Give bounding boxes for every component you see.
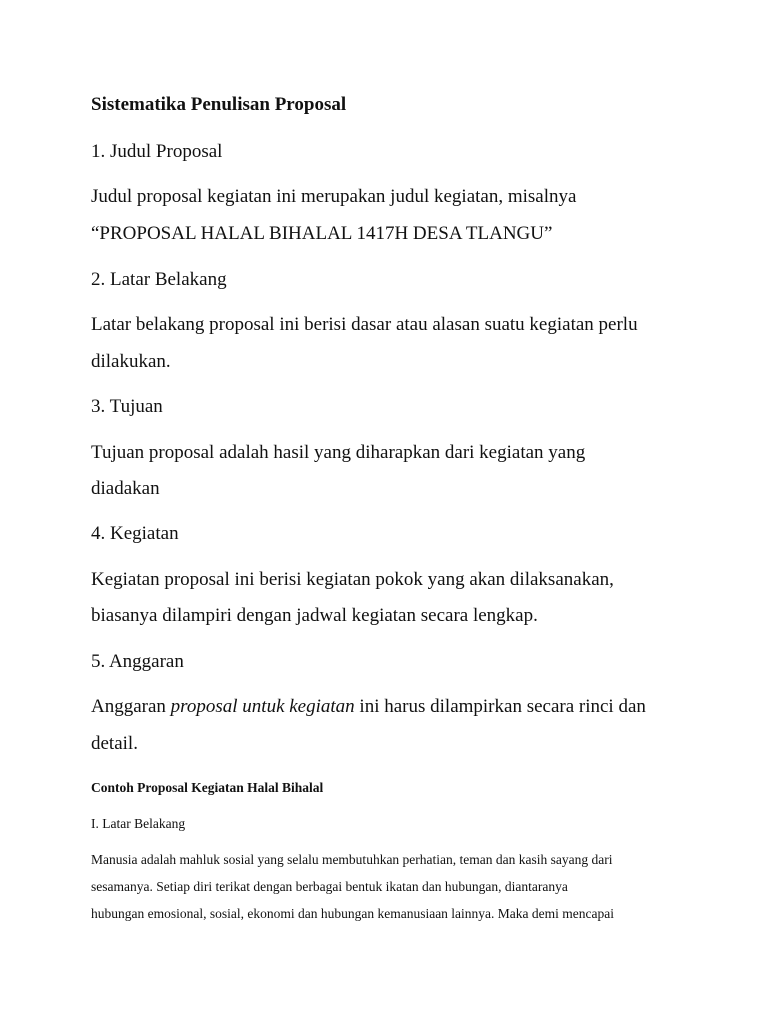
example-line-3: hubungan emosional, sosial, ekonomi dan hubungan kemanusiaan lainnya. Maka demi mencapai	[91, 906, 614, 921]
section-4-line-2: biasanya dilampiri dengan jadwal kegiatan secara lengkap.	[91, 605, 538, 626]
section-2-line-2: dilakukan.	[91, 351, 171, 372]
section-5-line-1-end: ini harus dilampirkan secara rinci dan	[354, 696, 646, 717]
section-1-line-1: Judul proposal kegiatan ini merupakan judul kegiatan, misalnya	[91, 186, 577, 207]
example-line-1: Manusia adalah mahluk sosial yang selalu membutuhkan perhatian, teman dan kasih sayang dari	[91, 852, 613, 867]
section-4-title: 4. Kegiatan	[91, 523, 179, 544]
section-5-line-1	[91, 697, 646, 717]
section-2-line-1: Latar belakang proposal ini berisi dasar atau alasan suatu kegiatan perlu	[91, 314, 638, 335]
example-title: Contoh Proposal Kegiatan Halal Bihalal	[91, 780, 324, 795]
document-heading: Sistematika Penulisan Proposal	[91, 94, 347, 115]
example-line-2: sesamanya. Setiap diri terikat dengan berbagai bentuk ikatan dan hubungan, diantaranya	[91, 879, 568, 894]
example-subtitle: I. Latar Belakang	[91, 816, 186, 831]
section-1-title: 1. Judul Proposal	[91, 141, 223, 162]
section-3-title: 3. Tujuan	[91, 396, 163, 417]
section-1-line-2: “PROPOSAL HALAL BIHALAL 1417H DESA TLANGU”	[91, 223, 553, 244]
section-3-line-2: diadakan	[91, 478, 160, 499]
section-5-line-1-start: Anggaran	[91, 696, 171, 717]
section-4-line-1: Kegiatan proposal ini berisi kegiatan pokok yang akan dilaksanakan,	[91, 569, 614, 590]
section-5-line-1-italic: proposal untuk kegiatan	[170, 696, 355, 717]
section-5-title: 5. Anggaran	[91, 651, 184, 672]
section-2-title: 2. Latar Belakang	[91, 269, 227, 290]
section-3-line-1: Tujuan proposal adalah hasil yang diharapkan dari kegiatan yang	[91, 442, 586, 463]
section-5-line-2: detail.	[91, 733, 138, 754]
